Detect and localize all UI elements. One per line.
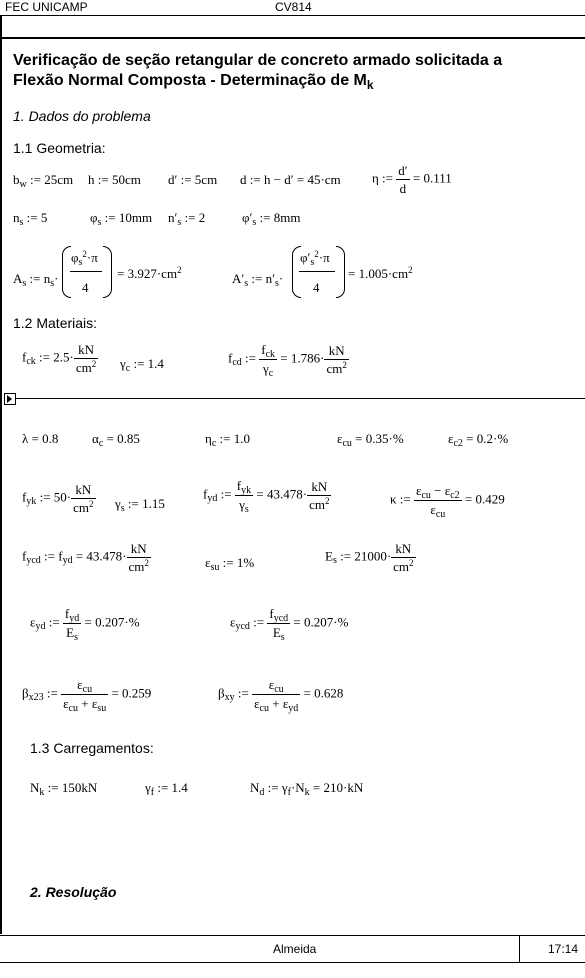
eq-eta-c: $\eta_c$ := 1.0	[205, 431, 250, 449]
eq-As: $A_s$ := $n_s\cdot$	[13, 271, 59, 289]
paren-right	[336, 246, 345, 298]
eq-eps-ycd: $\varepsilon_{ycd}$ := $\frac{f_{ycd}}{E_s}$ = 0.207·%	[230, 606, 349, 643]
eq-d: d := h − d′ = 45·cm	[240, 172, 341, 187]
paren-left	[62, 246, 71, 298]
eq-gamma-c: $\gamma_c$ := 1.4	[120, 356, 164, 374]
eq-n-prime-s: $n'_s$ := 2	[168, 210, 206, 228]
eq-gamma-s: $\gamma_s$ := 1.15	[115, 496, 165, 514]
As-denominator: 4	[82, 280, 89, 295]
eq-fycd: $f_{ycd}$ := $f_{yd} = 43.478\cdot$ $\frac{kN}{cm^2}$	[22, 541, 149, 574]
Ap-fraction-bar	[299, 271, 335, 272]
eq-A-prime-s: $A'_s$ := $n'_s\cdot$	[232, 271, 284, 289]
As-numerator: $\varphi_s^2\cdot\pi$	[71, 249, 98, 268]
region-expand-icon[interactable]	[4, 393, 16, 405]
paren-right	[103, 246, 112, 298]
section-1-heading: 1. Dados do problema	[13, 108, 151, 124]
footer-bottom-line	[0, 962, 585, 963]
frame-top	[0, 37, 585, 39]
eq-beta-xy: $\beta_{xy}$ := $\frac{\varepsilon_{cu}}{\varepsilon_{cu} + \varepsilon_{yd}}$ = 0.628	[218, 677, 344, 714]
footer-time: 17:14	[548, 942, 579, 956]
eq-phi-s: $\varphi_s$ := 10mm	[90, 210, 153, 228]
section-2-heading: 2. Resolução	[30, 884, 117, 900]
footer-divider	[0, 935, 585, 936]
page-title-line1: Verificação de seção retangular de concreto armado solicitada a	[13, 52, 503, 69]
frame-left	[0, 16, 2, 934]
eq-Nd: $N_d$ := $\gamma_f\cdot N_k = 210\cdot kN$	[250, 780, 364, 798]
eq-h: h := 50cm	[88, 172, 141, 187]
Ap-denominator: 4	[313, 280, 320, 295]
header-left: FEC UNICAMP	[5, 0, 88, 14]
eq-kappa: κ := $\frac{\varepsilon_{cu} - \varepsilon_{c2}}{\varepsilon_{cu}}$ = 0.429	[390, 483, 505, 520]
eq-eps-cu: $\varepsilon_{cu} = 0.35\cdot\%$	[337, 431, 404, 449]
eq-fck: $f_{ck}$ := 2.5· $\frac{kN}{cm^2}$	[22, 342, 97, 375]
eq-lambda: λ = 0.8	[22, 431, 59, 446]
eq-eps-su: $\varepsilon_{su}$ := 1%	[205, 555, 255, 573]
eq-beta-x23: $\beta_{x23}$ := $\frac{\varepsilon_{cu}}{\varepsilon_{cu} + \varepsilon_{su}}$ = 0.259	[22, 677, 152, 714]
page-title-line2-text: Flexão Normal Composta - Determinação de M	[13, 72, 367, 89]
header-divider	[0, 15, 585, 16]
Ap-result: = $1.005\cdot cm^2$	[348, 265, 413, 281]
header-center: CV814	[275, 0, 312, 14]
eq-Nk: $N_k$ := 150kN	[30, 780, 98, 798]
As-fraction-bar	[70, 271, 102, 272]
eq-phi-prime-s: $\varphi'_s$ := 8mm	[242, 210, 301, 228]
As-result: = $3.927\cdot cm^2$	[117, 265, 182, 281]
eq-Es: $E_s$ := 21000· $\frac{kN}{cm^2}$	[325, 541, 414, 574]
eq-fcd: $f_{cd}$ := $\frac{f_{ck}}{\gamma_c}$ = 1.786· $\frac{kN}{cm^2}$	[228, 342, 347, 379]
eq-fyd: $f_{yd}$ := $\frac{f_{yk}}{\gamma_s}$ = 43.478· $\frac{kN}{cm^2}$	[203, 478, 330, 515]
section-12-heading: 1.2 Materiais:	[13, 315, 98, 331]
eq-alpha-c: $\alpha_c = 0.85$	[92, 431, 140, 449]
region-divider	[16, 398, 585, 399]
footer-column-separator	[519, 935, 520, 963]
Ap-numerator: $\varphi'_s^2\cdot\pi$	[300, 249, 330, 268]
footer-author: Almeida	[273, 942, 317, 956]
eq-ns: $n_s$ := 5	[13, 210, 48, 228]
eq-eta: η := $\frac{d'}{d}$ = 0.111	[372, 163, 452, 196]
eq-d-prime: d′ := 5cm	[168, 172, 218, 187]
eq-bw: $b_w$ := 25cm	[13, 172, 74, 190]
page-title-line2	[13, 72, 374, 90]
eq-eps-yd: $\varepsilon_{yd}$ := $\frac{f_{yd}}{E_s}$ = 0.207·%	[30, 606, 140, 643]
eq-gamma-f: $\gamma_f$ := 1.4	[145, 780, 188, 798]
page-title-sub: k	[366, 78, 374, 92]
section-13-heading: 1.3 Carregamentos:	[30, 740, 154, 756]
eq-eps-c2: $\varepsilon_{c2} = 0.2\cdot\%$	[448, 431, 509, 449]
section-11-heading: 1.1 Geometria:	[13, 140, 106, 156]
eq-fyk: $f_{yk}$ := 50· $\frac{kN}{cm^2}$	[22, 482, 94, 515]
